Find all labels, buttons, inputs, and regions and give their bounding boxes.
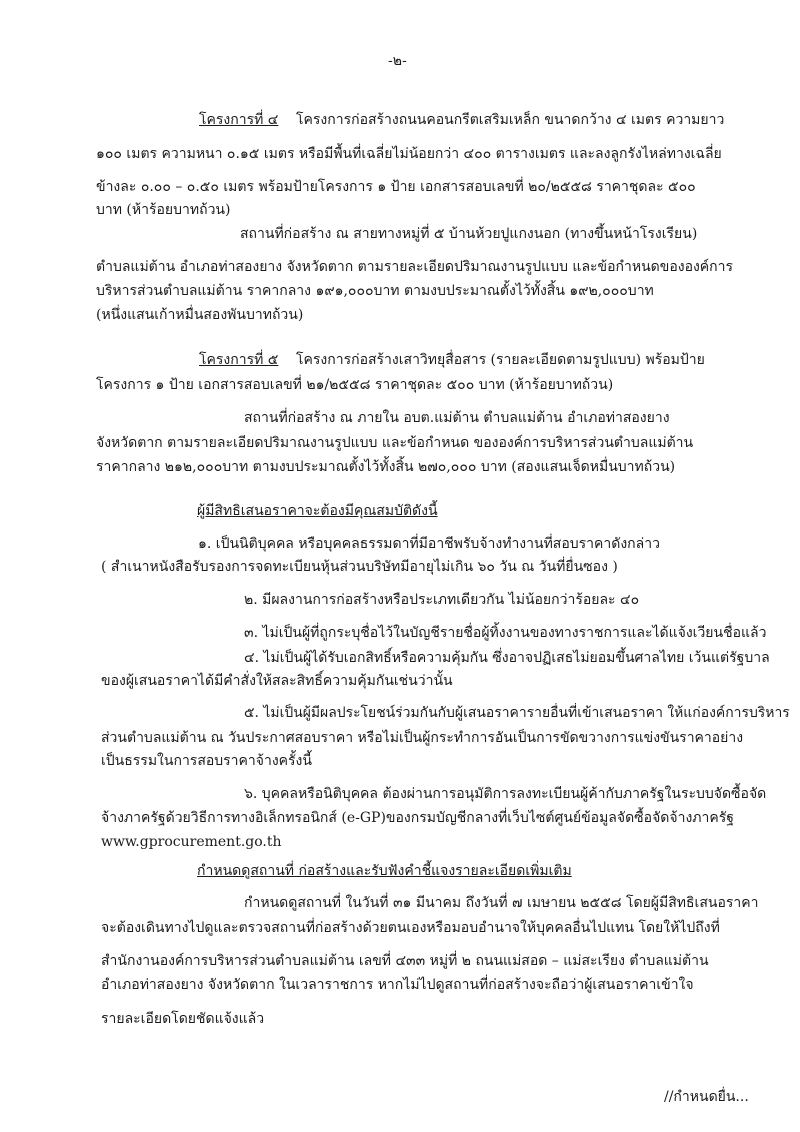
project5-label: โครงการที่ ๕: [199, 352, 279, 368]
qualification-line: จ้างภาครัฐด้วยวิธีการทางอิเล็กทรอนิกส์ (e-GP)ของกรมบัญชีกลางที่เว็บไซต์ศูนย์ข้อมูลจัดซื้อจัดจ้างภาครัฐ: [101, 810, 734, 826]
project5-line: โครงการก่อสร้างเสาวิทยุสื่อสาร (รายละเอียดตามรูปแบบ) พร้อมป้าย: [296, 352, 705, 368]
qualification-line: ( สำเนาหนังสือรับรองการจดทะเบียนหุ้นส่วนบริษัทมีอายุไม่เกิน ๖๐ วัน ณ วันที่ยื่นซอง ): [101, 559, 618, 575]
site-visit-line: จะต้องเดินทางไปดูและตรวจสถานที่ก่อสร้างด้วยตนเองหรือมอบอำนาจให้บุคคลอื่นไปแทน โดยให้ไปถึงที่: [101, 920, 720, 936]
project4-line: ตำบลแม่ต้าน อำเภอท่าสองยาง จังหวัดตาก ตามรายละเอียดปริมาณงานรูปแบบ และข้อกำหนดขององค์การ: [96, 259, 734, 275]
qualification-line: ๖. บุคคลหรือนิติบุคคล ต้องผ่านการอนุมัติการลงทะเบียนผู้ค้ากับภาครัฐในระบบจัดซื้อจัด: [244, 786, 767, 802]
continuation-marker: //กำหนดยื่น...: [664, 1089, 749, 1105]
qualification-line: ของผู้เสนอราคาได้มีคำสั่งให้สละสิทธิ์ความคุ้มกันเช่นว่านั้น: [101, 673, 453, 689]
project5-line: สถานที่ก่อสร้าง ณ ภายใน อบต.แม่ต้าน ตำบลแม่ต้าน อำเภอท่าสองยาง: [244, 410, 670, 426]
qualification-line: เป็นธรรมในการสอบราคาจ้างครั้งนี้: [101, 753, 312, 769]
qualification-line: ๕. ไม่เป็นผู้มีผลประโยชน์ร่วมกันกับผู้เสนอราคารายอื่นที่เข้าเสนอราคา ให้แก่องค์การบริหาร: [244, 705, 790, 721]
site-visit-heading: กำหนดดูสถานที่ ก่อสร้างและรับฟังคำชี้แจงรายละเอียดเพิ่มเติม: [197, 863, 572, 879]
site-visit-line: อำเภอท่าสองยาง จังหวัดตาก ในเวลาราชการ หากไม่ไปดูสถานที่ก่อสร้างจะถือว่าผู้เสนอราคาเข้าใจ: [101, 977, 694, 993]
project5-line: ราคากลาง ๒๑๒,๐๐๐บาท ตามงบประมาณตั้งไว้ทั้งสิ้น ๒๗๐,๐๐๐ บาท (สองแสนเจ็ดหมื่นบาทถ้วน): [96, 459, 676, 475]
project4-line: (หนึ่งแสนเก้าหมื่นสองพันบาทถ้วน): [96, 307, 304, 323]
site-visit-line: กำหนดดูสถานที่ ในวันที่ ๓๑ มีนาคม ถึงวันที่ ๗ เมษายน ๒๕๕๘ โดยผู้มีสิทธิเสนอราคา: [244, 895, 759, 911]
qualification-line: ๑. เป็นนิติบุคคล หรือบุคคลธรรมดาที่มีอาชีพรับจ้างทำงานที่สอบราคาดังกล่าว: [198, 536, 660, 552]
project4-line: สถานที่ก่อสร้าง ณ สายทางหมู่ที่ ๕ บ้านห้วยปูแกงนอก (ทางขึ้นหน้าโรงเรียน): [240, 226, 698, 242]
project4-line: ข้างละ ๐.๐๐ – ๐.๕๐ เมตร พร้อมป้ายโครงการ ๑ ป้าย เอกสารสอบเลขที่ ๒๐/๒๕๕๘ ราคาชุดละ ๕๐๐: [96, 179, 696, 195]
qualification-line: ๓. ไม่เป็นผู้ที่ถูกระบุชื่อไว้ในบัญชีรายชื่อผู้ทิ้งงานของทางราชการและได้แจ้งเวียนชื่อแล้ว: [244, 625, 767, 641]
project5-line: โครงการ ๑ ป้าย เอกสารสอบเลขที่ ๒๑/๒๕๕๘ ราคาชุดละ ๕๐๐ บาท (ห้าร้อยบาทถ้วน): [96, 377, 614, 393]
project4-line: บาท (ห้าร้อยบาทถ้วน): [96, 202, 231, 218]
qualification-line: ๔. ไม่เป็นผู้ได้รับเอกสิทธิ์หรือความคุ้มกัน ซึ่งอาจปฏิเสธไม่ยอมขึ้นศาลไทย เว้นแต่รัฐบาล: [244, 650, 770, 666]
qualification-line: ๒. มีผลงานการก่อสร้างหรือประเภทเดียวกัน ไม่น้อยกว่าร้อยละ ๔๐: [244, 592, 640, 608]
qualification-line: ส่วนตำบลแม่ต้าน ณ วันประกาศสอบราคา หรือไม่เป็นผู้กระทำการอันเป็นการขัดขวางการแข่งขันราคาอย่าง: [101, 730, 744, 746]
project5-line: จังหวัดตาก ตามรายละเอียดปริมาณงานรูปแบบ และข้อกำหนด ขององค์การบริหารส่วนตำบลแม่ต้าน: [96, 435, 694, 451]
page-number: -๒-: [388, 53, 407, 69]
project4-line: ๑๐๐ เมตร ความหนา ๐.๑๕ เมตร หรือมีพื้นที่เฉลี่ยไม่น้อยกว่า ๔๐๐ ตารางเมตร และลงลูกรังไหล่ทางเฉลี่ย: [96, 146, 722, 162]
site-visit-line: รายละเอียดโดยชัดแจ้งแล้ว: [101, 1011, 265, 1027]
project4-line: บริหารส่วนตำบลแม่ต้าน ราคากลาง ๑๙๑,๐๐๐บาท ตามงบประมาณตั้งไว้ทั้งสิ้น ๑๙๒,๐๐๐บาท: [96, 283, 654, 299]
qualification-url: www.gprocurement.go.th: [101, 834, 282, 850]
project4-label: โครงการที่ ๔: [199, 112, 279, 128]
project4-line: โครงการก่อสร้างถนนคอนกรีตเสริมเหล็ก ขนาดกว้าง ๔ เมตร ความยาว: [296, 112, 725, 128]
qualifications-heading: ผู้มีสิทธิเสนอราคาจะต้องมีคุณสมบัติดังนี้: [197, 503, 438, 519]
site-visit-line: สำนักงานองค์การบริหารส่วนตำบลแม่ต้าน เลขที่ ๔๓๓ หมู่ที่ ๒ ถนนแม่สอด – แม่สะเรียง ตำบลแม่ต้าน: [101, 953, 709, 969]
